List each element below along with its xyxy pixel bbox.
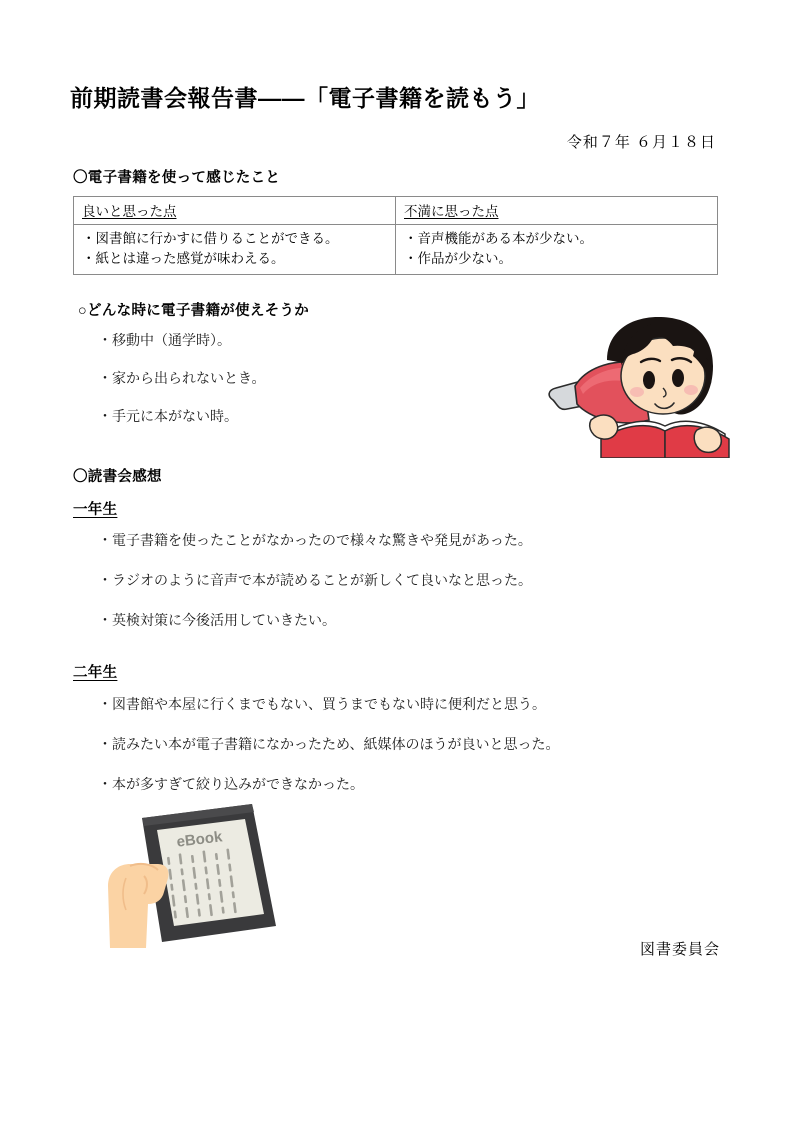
list-item: ・読みたい本が電子書籍になかったため、紙媒体のほうが良いと思った。 bbox=[98, 736, 560, 752]
hand-holding-ereader-illustration bbox=[100, 800, 295, 955]
list-item: ・図書館や本屋に行くまでもない、買うまでもない時に便利だと思う。 bbox=[98, 696, 546, 712]
subheading-grade-1: 一年生 bbox=[73, 502, 118, 518]
table-header-label-pros: 良いと思った点 bbox=[82, 204, 177, 219]
list-item: ・手元に本がない時。 bbox=[98, 408, 238, 424]
document-date: 令和７年 ６月１８日 bbox=[566, 134, 716, 151]
list-item: ・家から出られないとき。 bbox=[98, 370, 266, 386]
list-item: ・電子書籍を使ったことがなかったので様々な驚きや発見があった。 bbox=[98, 532, 532, 548]
list-item: ・英検対策に今後活用していきたい。 bbox=[98, 612, 336, 628]
girl-reading-book-illustration bbox=[545, 308, 735, 458]
table-cell-line: ・図書館に行かすに借りることができる。 bbox=[82, 231, 339, 246]
table-row bbox=[74, 225, 718, 275]
list-item: ・ラジオのように音声で本が読めることが新しくて良いなと思った。 bbox=[98, 572, 532, 588]
usecase-list bbox=[98, 330, 265, 426]
table-header-label-cons: 不満に思った点 bbox=[404, 204, 499, 219]
review-list-grade-1 bbox=[98, 530, 532, 630]
table-header-cell-pros bbox=[74, 197, 396, 225]
subheading-grade-2: 二年生 bbox=[73, 665, 118, 681]
table-header-row bbox=[74, 197, 718, 225]
pros-cons-table bbox=[73, 196, 718, 275]
review-list-grade-2 bbox=[98, 694, 559, 794]
table-cell-line: ・音声機能がある本が少ない。 bbox=[404, 231, 593, 246]
table-header-cell-cons bbox=[396, 197, 718, 225]
list-item: ・移動中（通学時）。 bbox=[98, 332, 231, 348]
ereader-screen-label: eBook bbox=[175, 828, 224, 851]
footer-organization: 図書委員会 bbox=[639, 941, 720, 958]
table-cell-cons bbox=[396, 225, 718, 275]
table-cell-pros bbox=[74, 225, 396, 275]
table-cell-line: ・紙とは違った感覚が味わえる。 bbox=[82, 251, 285, 266]
list-item: ・本が多すぎて絞り込みができなかった。 bbox=[98, 776, 364, 792]
section-heading-reviews: 〇読書会感想 bbox=[73, 469, 162, 485]
section-heading-impressions: 〇電子書籍を使って感じたこと bbox=[73, 170, 281, 186]
table-cell-line: ・作品が少ない。 bbox=[404, 251, 512, 266]
page-title: 前期読書会報告書――「電子書籍を読もう」 bbox=[70, 85, 540, 111]
section-heading-usecases: ○どんな時に電子書籍が使えそうか bbox=[78, 303, 310, 319]
